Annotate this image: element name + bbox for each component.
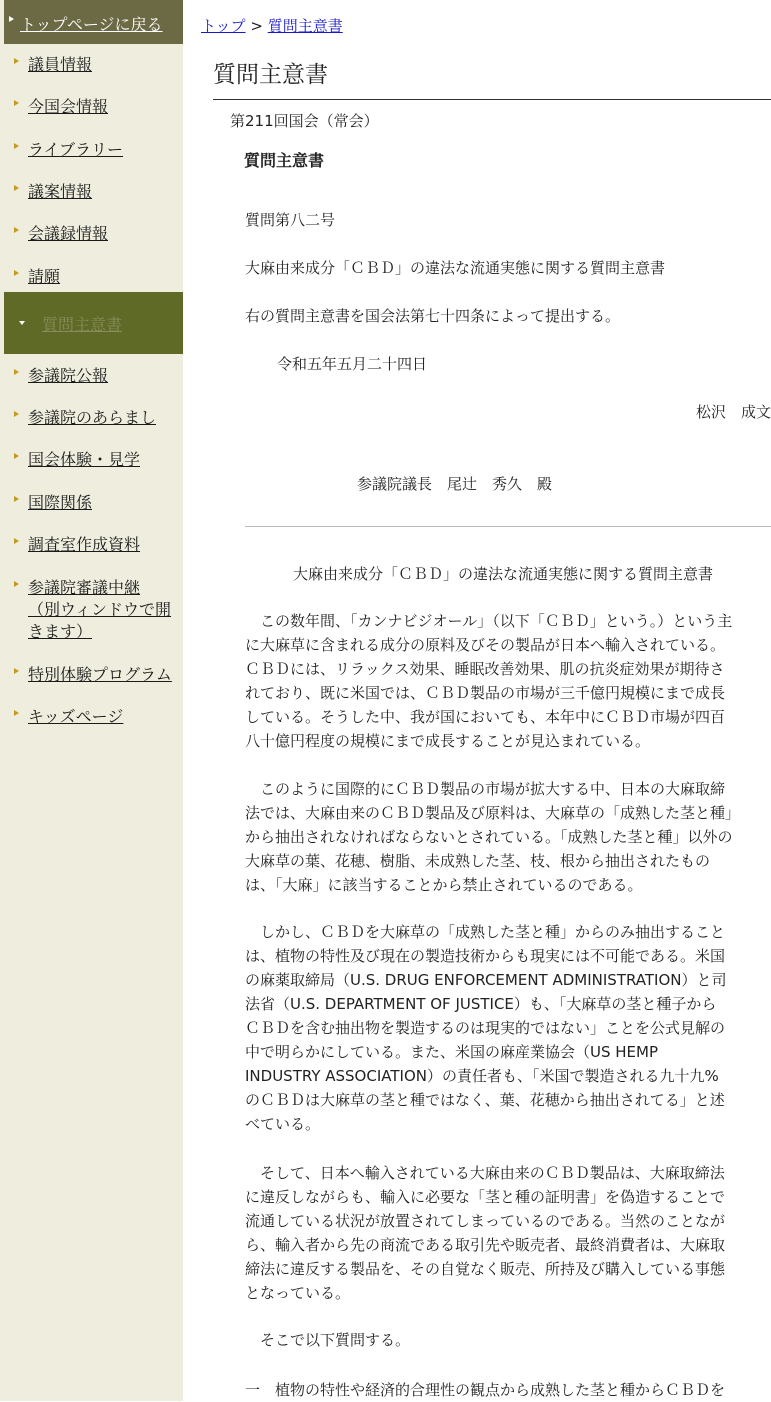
paragraph-line: 法省（U.S. DEPARTMENT OF JUSTICE）も、「大麻草の茎と種子から	[245, 995, 717, 1013]
arrow-icon	[14, 496, 19, 502]
sidebar-item-label[interactable]: 議員情報	[28, 55, 93, 74]
sidebar-item-label-line3: きます）	[28, 622, 93, 641]
sidebar-item-label[interactable]: 会議録情報	[28, 224, 109, 243]
sidebar-item-international[interactable]	[14, 492, 179, 514]
breadcrumb	[201, 15, 343, 36]
breadcrumb-current-link[interactable]: 質問主意書	[267, 17, 343, 35]
sidebar-item-label-line1: 参議院審議中継	[28, 578, 141, 597]
arrow-down-icon	[19, 321, 25, 325]
paragraph-line: に大麻草に含まれる成分の原料及びその製品が日本へ輸入されている。	[245, 636, 726, 654]
divider	[245, 526, 771, 527]
paragraph-line: は、「大麻」に該当することから禁止されているのである。	[245, 876, 643, 894]
paragraph-line: は、植物の特性及び現在の製造技術からも現実には不可能である。米国	[245, 947, 726, 965]
question-title: 大麻由来成分「ＣＢＤ」の違法な流通実態に関する質問主意書	[245, 259, 666, 277]
paragraph-3	[245, 920, 771, 1136]
arrow-icon	[14, 270, 19, 276]
sidebar-item-research[interactable]	[14, 534, 179, 556]
arrow-icon	[14, 453, 19, 459]
breadcrumb-separator: >	[250, 17, 263, 35]
arrow-icon	[14, 58, 19, 64]
paragraph-line: 八十億円程度の規模にまで成長することが見込まれている。	[245, 732, 651, 750]
sidebar-item-label[interactable]: ライブラリー	[28, 140, 124, 159]
paragraph-line: のＣＢＤは大麻草の茎と種ではなく、葉、花穂から抽出されてる」と述	[245, 1091, 725, 1109]
submission-statement: 右の質問主意書を国会法第七十四条によって提出する。	[245, 307, 621, 325]
paragraph-5	[245, 1328, 771, 1352]
paragraph-line: 一 植物の特性や経済的合理性の観点から成熟した茎と種からＣＢＤを	[245, 1381, 726, 1399]
sidebar-item-current-diet[interactable]	[14, 96, 179, 118]
sidebar-item-label[interactable]: 国会体験・見学	[28, 450, 141, 469]
paragraph-line: の麻薬取締局（U.S. DRUG ENFORCEMENT ADMINISTRATION）と司	[245, 971, 727, 989]
paragraph-line: れており、既に米国では、ＣＢＤ製品の市場が三千億円規模にまで成長	[245, 684, 726, 702]
sidebar-nav	[0, 0, 183, 1401]
sidebar-item-questions-active[interactable]	[4, 292, 183, 354]
paragraph-line: に違反しながらも、輸入に必要な「茎と種の証明書」を偽造することで	[245, 1188, 726, 1206]
main-content	[183, 0, 771, 1401]
sidebar-item-library[interactable]	[14, 139, 179, 161]
arrow-icon	[14, 668, 19, 674]
sidebar-item-label[interactable]: 参議院のあらまし	[28, 408, 157, 427]
paragraph-6	[245, 1378, 771, 1402]
sidebar-item-overview[interactable]	[14, 407, 179, 429]
paragraph-line: ＣＢＤを含む抽出物を製造するのは現実的ではない」ことを公式見解の	[245, 1019, 726, 1037]
arrow-icon	[14, 411, 19, 417]
sidebar-item-label[interactable]: 国際関係	[28, 493, 93, 512]
sidebar-item-label[interactable]: キッズページ	[28, 707, 124, 726]
paragraph-line: となっている。	[245, 1284, 351, 1302]
paragraph-line: この数年間、「カンナビジオール」（以下「ＣＢＤ」という。）という主	[260, 612, 733, 630]
paragraph-line: 中で明らかにしている。また、米国の麻産業協会（US HEMP	[245, 1043, 659, 1061]
sidebar-item-label[interactable]	[28, 577, 179, 643]
paragraph-line: 大麻草の葉、花穂、樹脂、未成熟した茎、枝、根から抽出されたもの	[245, 852, 711, 870]
sidebar-item-label[interactable]: 議案情報	[28, 182, 93, 201]
sidebar-item-bulletin[interactable]	[14, 365, 179, 387]
sidebar-item-label[interactable]: 請願	[28, 267, 61, 286]
paragraph-line: べている。	[245, 1115, 321, 1133]
paragraph-line: このように国際的にＣＢＤ製品の市場が拡大する中、日本の大麻取締	[260, 780, 726, 798]
paragraph-4	[245, 1161, 771, 1305]
paragraph-1	[245, 609, 771, 753]
body-title: 大麻由来成分「ＣＢＤ」の違法な流通実態に関する質問主意書	[293, 565, 714, 583]
sidebar-item-petitions[interactable]	[14, 266, 179, 288]
session-label: 第211回国会（常会）	[230, 112, 379, 130]
arrow-icon	[9, 16, 14, 22]
sidebar-item-minutes[interactable]	[14, 223, 179, 245]
arrow-icon	[14, 369, 19, 375]
addressee: 参議院議長 尾辻 秀久 殿	[357, 475, 553, 493]
breadcrumb-home-link[interactable]: トップ	[201, 17, 246, 35]
paragraph-line: しかし、ＣＢＤを大麻草の「成熟した茎と種」からのみ抽出すること	[260, 923, 726, 941]
sidebar-item-label[interactable]: 参議院公報	[28, 366, 109, 385]
paragraph-line: そこで以下質問する。	[260, 1331, 411, 1349]
sidebar-item-experience[interactable]	[14, 664, 179, 686]
sidebar-item-label[interactable]: 調査室作成資料	[28, 535, 141, 554]
paragraph-line: から抽出されなければならないとされている。「成熟した茎と種」以外の	[245, 828, 733, 846]
arrow-icon	[14, 581, 19, 587]
sidebar-item-members[interactable]	[14, 54, 179, 76]
sidebar-item-label[interactable]: 質問主意書	[42, 315, 123, 334]
arrow-icon	[14, 538, 19, 544]
sidebar-item-label[interactable]: 今国会情報	[28, 97, 109, 116]
arrow-icon	[14, 710, 19, 716]
arrow-icon	[14, 100, 19, 106]
submission-date: 令和五年五月二十四日	[277, 355, 428, 373]
paragraph-line: 法では、大麻由来のＣＢＤ製品及び原料は、大麻草の「成熟した茎と種」	[245, 804, 741, 822]
question-number: 質問第八二号	[245, 211, 336, 229]
author-name: 松沢 成文	[695, 403, 771, 421]
paragraph-line: 締法に違反する製品を、その自覚なく販売、所持及び購入している事態	[245, 1260, 726, 1278]
paragraph-line: そして、日本へ輸入されている大麻由来のＣＢＤ製品は、大麻取締法	[260, 1164, 725, 1182]
paragraph-2	[245, 777, 771, 897]
top-page-link-label[interactable]: トップページに戻る	[20, 15, 163, 34]
sidebar-item-label[interactable]: 特別体験プログラム	[28, 665, 172, 684]
sidebar-item-bills[interactable]	[14, 181, 179, 203]
sidebar-item-kids[interactable]	[14, 706, 179, 728]
paragraph-line: ＣＢＤには、リラックス効果、睡眠改善効果、肌の抗炎症効果が期待さ	[245, 660, 725, 678]
paragraph-line: ら、輸入者から先の商流である取引先や販売者、最終消費者は、大麻取	[245, 1236, 726, 1254]
arrow-icon	[14, 185, 19, 191]
paragraph-line: している。そうした中、我が国においても、本年中にＣＢＤ市場が四百	[245, 708, 726, 726]
arrow-icon	[14, 227, 19, 233]
document-heading: 質問主意書	[244, 151, 325, 170]
paragraph-line: 流通している状況が放置されてしまっているのである。当然のことなが	[245, 1212, 726, 1230]
sidebar-item-live-broadcast[interactable]	[14, 577, 179, 643]
paragraph-line: INDUSTRY ASSOCIATION）の責任者も、「米国で製造される九十九%	[245, 1067, 719, 1085]
page-title: 質問主意書	[213, 56, 771, 100]
sidebar-item-visit[interactable]	[14, 449, 179, 471]
arrow-icon	[14, 143, 19, 149]
sidebar-item-label-line2: （別ウィンドウで開	[28, 600, 172, 619]
top-page-link[interactable]	[4, 0, 183, 44]
